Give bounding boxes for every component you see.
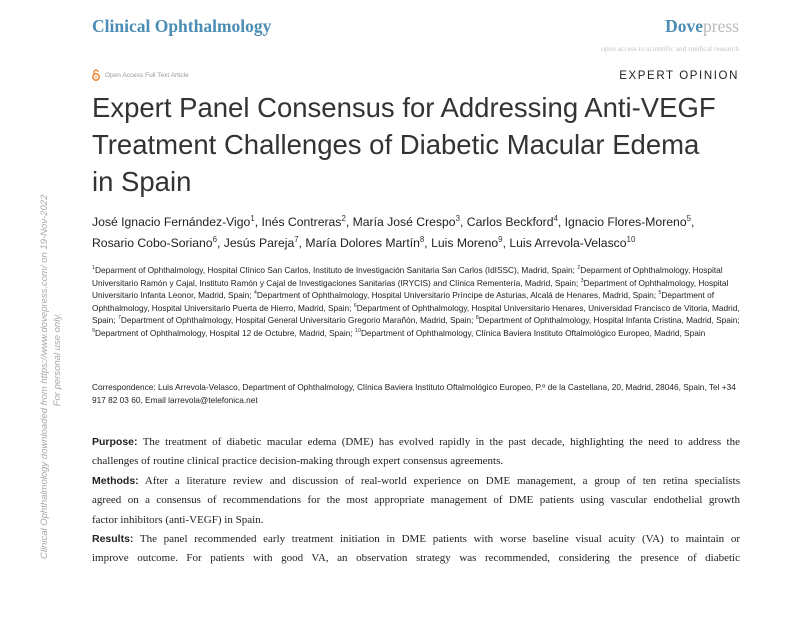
title-line: Expert Panel Consensus for Addressing Anti-VEGF [92, 92, 716, 123]
author-separator: , [691, 215, 695, 229]
affiliation-text: Department of Ophthalmology, Hospital Universitario Príncipe de Asturias, Alcalá de Henares, Madrid, Spain; [256, 290, 659, 301]
affiliation-number: 10 [354, 328, 361, 335]
author-name: María Dolores Martín [305, 236, 420, 250]
author-separator: , [345, 215, 353, 229]
author-line [92, 233, 694, 254]
abstract-line: factor inhibitors (anti-VEGF) in Spain. [92, 513, 264, 526]
author-name: María José Crespo [352, 215, 456, 229]
affiliation-text: Deparment of Ophthalmology, Hospital Clínico San Carlos, Instituto de Investigación Sanitaria San Carlos (IdISSC), Madrid, Spain; [95, 265, 578, 275]
author-affiliation-number: 10 [626, 234, 636, 244]
affiliation-text: Department of Ophthalmology, Hospital Universitario Puerta de Hierro, Madrid, Spain; [92, 290, 714, 313]
abstract-line: Results: The panel recommended early treatment initiation in DME patients with worse baseline visual acuity (VA) to maintain or [92, 533, 740, 546]
author-affiliation-number: 6 [212, 234, 217, 244]
author-separator: , [254, 215, 262, 229]
abstract-line: improve outcome. For patients with good VA, an observation strategy was recommended, considering the presence of diabetic [92, 552, 740, 565]
publisher-logo-secondary: press [703, 16, 739, 36]
author-affiliation-number: 8 [419, 234, 425, 244]
affiliation-text: Department of Ophthalmology, Hospital Universitario Henares, Universidad Francisco de Vitoria, Madrid, Spain; [92, 302, 740, 326]
author-name: José Ignacio Fernández-Vigo [92, 215, 251, 229]
author-affiliation-number: 9 [498, 234, 503, 244]
article-type: EXPERT OPINION [619, 70, 739, 82]
journal-name: Clinical Ophthalmology [92, 16, 272, 36]
affiliation-number: 7 [117, 315, 121, 322]
download-watermark: Clinical Ophthalmology downloaded from https://www.dovepress.com/ on 19-Nov-2022 [39, 195, 50, 560]
author-affiliation-number: 1 [250, 213, 255, 223]
abstract-line: Methods: After a literature review and discussion of real-world experience on DME management, a group of ten retina specialists [92, 474, 740, 487]
publisher-logo [665, 16, 739, 37]
abstract-line: agreed on a consensus of recommendations for the most appropriate management of DME patients using vascular endothelial growth [92, 494, 740, 507]
author-affiliation-number: 5 [686, 213, 692, 223]
abstract-line: Purpose: The treatment of diabetic macular edema (DME) has evolved rapidly in the past decade, highlighting the need to address the [92, 436, 740, 448]
purpose-label: Purpose: [92, 436, 138, 448]
affiliation-number: 6 [353, 303, 357, 310]
affiliation-number: 4 [253, 290, 257, 297]
author-name: Rosario Cobo-Soriano [92, 236, 213, 250]
author-name: Luis Arrevola-Velasco [509, 236, 627, 250]
author-name: Carlos Beckford [466, 215, 554, 229]
author-separator: , [298, 236, 306, 250]
affiliation-number: 5 [658, 290, 662, 297]
results-label: Results: [92, 533, 134, 546]
author-separator: , [460, 215, 467, 229]
author-name: Jesús Pareja [223, 236, 295, 250]
author-affiliation-number: 2 [341, 213, 346, 223]
affiliation-number: 9 [92, 328, 95, 335]
correspondence: Correspondence: Luis Arrevola-Velasco, Department of Ophthalmology, Clínica Baviera Instituto Oftalmológico Europeo, P.º de la Castellana, 20, Madrid, 28046, Spain, Tel +34 917 82 03 60, Email larrevola@telefonica.net [92, 382, 736, 405]
author-separator: , [424, 236, 432, 250]
affiliation-text: Deparment of Ophthalmology, Hospital Universitario Ramón y Cajal, Instituto Ramón y Cajal de Investigaciones Sanitarias (IRYCIS) and Clínica Rementería, Madrid, Spain; [92, 265, 723, 288]
affiliation-text: Department of Ophthalmology, Clínica Baviera Instituto Oftalmológico Europeo, Madrid, Spain [360, 327, 706, 338]
open-access-lock-icon [92, 69, 100, 81]
author-name: Inés Contreras [261, 215, 342, 229]
affiliation-text: Department of Ophthalmology, Hospital 12 de Octubre, Madrid, Spain; [95, 327, 355, 338]
affiliation-number: 3 [580, 277, 584, 284]
affiliations [92, 264, 740, 340]
title-line: Treatment Challenges of Diabetic Macular Edema [92, 129, 700, 160]
open-access-badge [92, 69, 189, 81]
affiliation-number: 2 [577, 265, 581, 272]
personal-use-watermark: For personal use only. [52, 313, 63, 407]
title-line: in Spain [92, 166, 192, 197]
author-separator: , [217, 236, 224, 250]
publisher-tagline: open access to scientific and medical research [601, 44, 739, 53]
author-separator: , [502, 236, 510, 250]
author-separator: , [557, 215, 565, 229]
abstract [92, 433, 740, 569]
affiliation-number: 1 [92, 265, 95, 272]
author-name: Luis Moreno [431, 236, 499, 250]
author-line [92, 212, 694, 233]
author-name: Ignacio Flores-Moreno [564, 215, 687, 229]
open-access-label: Open Access Full Text Article [105, 71, 189, 79]
author-list [92, 212, 694, 254]
publisher-logo-primary: Dove [665, 16, 704, 36]
affiliation-number: 8 [475, 315, 479, 322]
affiliation-text: Department of Ophthalmology, Hospital Infanta Cristina, Madrid, Spain; [478, 315, 740, 326]
affiliation-text: Department of Ophthalmology, Hospital General Universitario Gregorio Marañón, Madrid, Spain; [120, 315, 476, 326]
abstract-line: challenges of routine clinical practice decision-making through expert consensus agreements. [92, 455, 504, 468]
author-affiliation-number: 4 [553, 213, 558, 223]
affiliation-text: Department of Ophthalmology, Hospital Universitario Infanta Leonor, Madrid, Spain; [92, 277, 729, 301]
author-affiliation-number: 7 [294, 234, 299, 244]
article-title [92, 89, 716, 200]
author-affiliation-number: 3 [455, 213, 460, 223]
methods-label: Methods: [92, 474, 139, 487]
